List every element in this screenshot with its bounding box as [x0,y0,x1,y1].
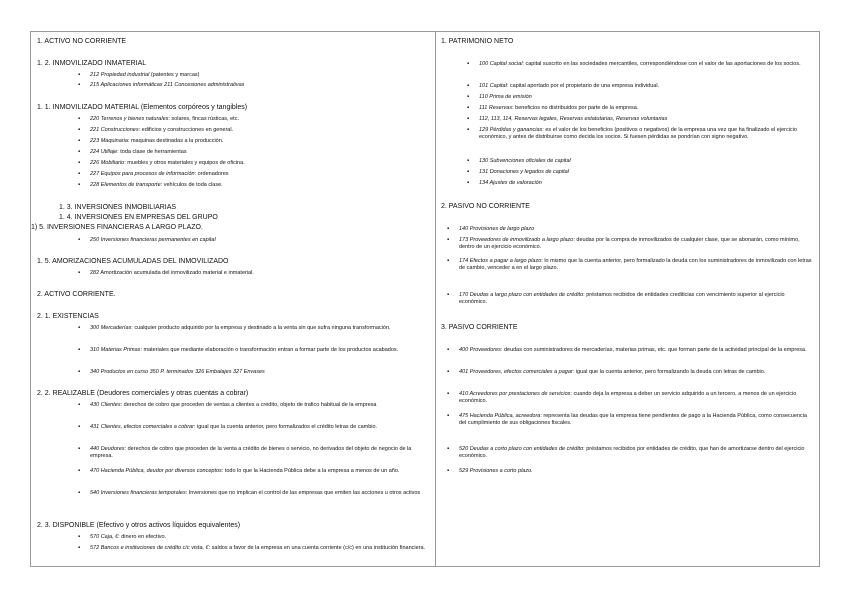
heading-inversiones-inmobiliarias: 1. 3. INVERSIONES INMOBILIARIAS [59,204,177,211]
list-item: ▪ 410 Acreedores por prestaciones de servicios: cuando deja la empresa a deber un servicio adquirido a un tercero, a menos de un ejercicio económico. [447,391,797,404]
list-item: ▪ 475 Hacienda Pública, acreedora: representa las deudas que la empresa tiene pendientes de pago a la Hacienda Pública, como consecuencia del cumplimiento de sus obligaciones fiscales. [447,413,807,426]
list-item: ▪ 130 Subvenciones oficiales de capital [467,158,571,164]
list-item: ▪ 174 Efectos a pagar a largo plazo: lo mismo que la cuenta anterior, pero formalizado la deuda con los suministradores de inmovilizado con letras de cambio, venceder a en el largo plazo. [447,258,812,271]
left-column [31,32,436,566]
heading-existencias: 2. 1. EXISTENCIAS [37,313,99,320]
list-item: ▪ 223 Maquinaria: maquinas destinadas a la producción. [78,138,224,144]
list-item: ▪ 572 Bancos e instituciones de crédito c/c vista, €: saldos a favor de la empresa en una cuenta corriente (c/c) en una institución financiera. [78,545,426,551]
list-item: ▪ 170 Deudas a largo plazo con entidades de crédito: préstamos recibidos de entidades crediticias con vencimiento superior al ejercicio económico. [447,292,785,305]
list-item: ▪ 134 Ajustes de valoración [467,180,542,186]
heading-inmovilizado-inmaterial: 1. 2. INMOVILIZADO INMATERIAL [37,60,147,67]
list-item: ▪ 131 Donaciones y legados de capital [467,169,569,175]
list-item: ▪ 111 Reservas: beneficios no distribuidos por parte de la empresa. [467,105,639,111]
list-item: ▪ 129 Pérdidas y ganancias: es el valor de los beneficios (positivos o negativos) de la empresa una vez que ha finalizado el ejercicio económico, y antes de distribuirse como decida los socios. Si fuesen pérdidas se pondrían con signo negativo. [467,127,797,140]
list-item: ▪ 100 Capital social: capital suscrito en las sociedades mercantiles, correspondiéndose con el valor de las aportaciones de los socios. [467,61,801,67]
list-item: ▪ 226 Mobiliario: muebles y otros materiales y equipos de oficina. [78,160,245,166]
list-item: ▪ 540 Inversiones financieras temporales: Inversiones que no implican el control de las empresas que emiten las acciones u otros activos [78,490,421,496]
list-item: ▪ 112, 113, 114, Reservas legales, Reservas estatutarias, Reservas voluntarias [467,116,668,122]
list-item: ▪ 212 Propiedad industrial (patentes y marcas) [78,72,200,78]
list-item: ▪ 340 Productos en curso 350 P. terminados 326 Embalajes 327 Envases [78,369,265,375]
list-item: ▪ 520 Deudas a corto plazo con entidades de crédito: préstamos recibidos por entidades de crédito, que han de amortizarse dentro del ejercicio económico. [447,446,805,459]
list-item: ▪ 310 Materias Primas: materiales que mediante elaboración o transformación entran a formar parte de los productos acabados. [78,347,399,353]
heading-pasivo-no-corriente: 2. PASIVO NO CORRIENTE [441,203,530,210]
heading-pasivo-corriente: 3. PASIVO CORRIENTE [441,324,518,331]
right-column [435,32,819,566]
list-item: ▪ 570 Caja, €: dinero en efectivo. [78,534,167,540]
heading-amortizaciones: 1. 5. AMORIZACIONES ACUMULADAS DEL INMOVILIZADO [37,258,229,265]
heading-disponible: 2. 3. DISPONIBLE (Efectivo y otros activos líquidos equivalentes) [37,522,241,529]
heading-inversiones-grupo: 1. 4. INVERSIONES EN EMPRESAS DEL GRUPO [59,214,218,221]
heading-inmovilizado-material: 1. 1. INMOVILIZADO MATERIAL (Elementos corpóreos y tangibles) [37,104,248,111]
list-item: ▪ 220 Terrenos y bienes naturales: solares, fincas rústicas, etc. [78,116,239,122]
list-item: ▪ 401 Proveedores, efectos comerciales a pagar: igual que la cuenta anterior, pero formalizando la deuda con letras de cambio. [447,369,766,375]
list-item: ▪ 431 Clientes, efectos comerciales a cobrar: igual que la cuenta anterior, pero formalizados el crédito letras de cambio. [78,424,378,430]
list-item: ▪ 300 Mercaderías: cualquier producto adquirido por la empresa y destinado a la venta sin que sufra ninguna transformación. [78,325,391,331]
list-item: ▪ 101 Capital: capital aportado por el propietario de una empresa individual. [467,83,660,89]
list-item: ▪ 215 Aplicaciones informáticas 211 Concesiones administrativas [78,82,245,88]
list-item: ▪ 470 Hacienda Pública, deudor por diversos conceptos: todo lo que la Hacienda Pública debe a la empresa a menos de un año. [78,468,400,474]
heading-activo-no-corriente: 1. ACTIVO NO CORRIENTE [37,38,127,45]
list-item: ▪ 282 Amortización acumulada del inmovilizado material e inmaterial. [78,270,254,276]
list-item: ▪ 140 Provisiones de largo plazo [447,226,535,232]
list-item: ▪ 224 Utillaje: toda clase de herramientas [78,149,187,155]
list-item: ▪ 173 Proveedores de inmovilizado a largo plazo: deudas por la compra de inmovilizados de cualquier clase, que se abonarán, como mínimo, dentro de un ejercicio económico. [447,237,800,250]
list-item: ▪ 430 Clientes: derechos de cobro que proceden de ventas a clientes a crédito, objeto de trafico habitual de la empresa [78,402,377,408]
list-item: ▪ 529 Provisiones a corto plazo. [447,468,533,474]
list-item: ▪ 228 Elementos de transporte: vehículos de toda clase. [78,182,223,188]
heading-realizable: 2. 2. REALIZABLE (Deudores comerciales y otras cuentas a cobrar) [37,390,249,397]
list-item: ▪ 440 Deudores: derechos de cobro que proceden de la venta a crédito de bienes o servicio, no derivados del objeto de negocio de la empresa. [78,446,412,459]
list-item: ▪ 250 Inversiones financieras permanentes en capital [78,237,216,243]
heading-inversiones-financieras: 1) 5. INVERSIONES FINANCIERAS A LARGO PLAZO. [31,224,203,231]
list-item: ▪ 400 Proveedores: deudas con suministradores de mercaderías, materias primas, etc. que forman parte de la actividad principal de la empresa. [447,347,807,353]
heading-patrimonio-neto: 1. PATRIMONIO NETO [441,38,514,45]
heading-activo-corriente: 2. ACTIVO CORRIENTE. [37,291,116,298]
list-item: ▪ 221 Construcciones: edificios y construcciones en general. [78,127,234,133]
list-item: ▪ 227 Equipos para procesos de información: ordenadores [78,171,229,177]
list-item: ▪ 110 Prima de emisión [467,94,532,100]
document-page [30,31,820,567]
